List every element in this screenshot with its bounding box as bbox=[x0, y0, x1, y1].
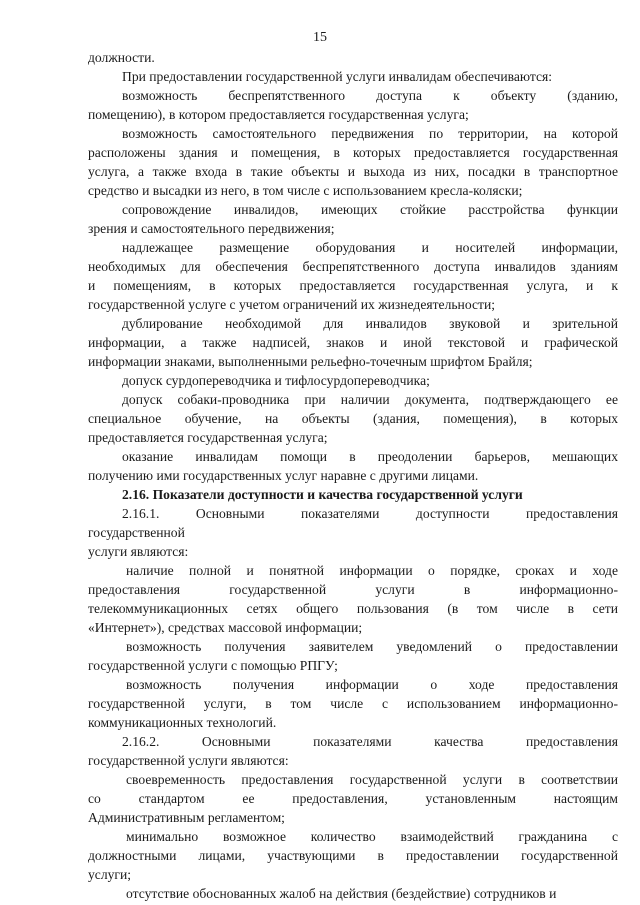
text-line: помещению), в котором предоставляется государственная услуга; bbox=[88, 107, 469, 122]
text-line: государственной услуге с учетом ограничений их жизнедеятельности; bbox=[88, 297, 495, 312]
text-line: и помещениям, в которых предоставляется государственная услуга, и к bbox=[88, 278, 618, 293]
text-line: получению ими государственных услуг наравне с другими лицами. bbox=[88, 468, 479, 483]
text-line: услуги; bbox=[88, 867, 132, 882]
text-line: специальное обучение, на объекты (здания, помещения), в которых bbox=[88, 411, 618, 426]
text-line: возможность самостоятельного передвижения по территории, на которой bbox=[122, 126, 618, 141]
text-line: возможность получения заявителем уведомлений о предоставлении bbox=[126, 639, 618, 654]
text-line: должности. bbox=[88, 50, 155, 65]
text-line: коммуникационных технологий. bbox=[88, 715, 277, 730]
text-line: возможность получения информации о ходе предоставления bbox=[126, 677, 618, 692]
text-line: надлежащее размещение оборудования и носителей информации, bbox=[122, 240, 618, 255]
text-line: допуск сурдопереводчика и тифлосурдопереводчика; bbox=[122, 373, 430, 388]
text-line: Административным регламентом; bbox=[88, 810, 285, 825]
text-line: минимально возможное количество взаимодействий гражданина с bbox=[126, 829, 618, 844]
document-body bbox=[88, 48, 618, 903]
text-line: государственной услуги являются: bbox=[88, 753, 289, 768]
text-line: со стандартом ее предоставления, установленным настоящим bbox=[88, 791, 618, 806]
text-line: услуга, а также входа в такие объекты и выхода из них, посадки в транспортное bbox=[88, 164, 618, 179]
text-line: предоставляется государственная услуга; bbox=[88, 430, 328, 445]
text-line: информации, а также надписей, знаков и иной текстовой и графической bbox=[88, 335, 618, 350]
section-heading: 2.16. Показатели доступности и качества государственной услуги bbox=[122, 487, 523, 502]
text-line: 2.16.2. Основными показателями качества предоставления bbox=[122, 734, 618, 749]
text-line: сопровождение инвалидов, имеющих стойкие расстройства функции bbox=[122, 202, 618, 217]
text-line: оказание инвалидам помощи в преодолении барьеров, мешающих bbox=[122, 449, 618, 464]
text-line: зрения и самостоятельного передвижения; bbox=[88, 221, 335, 236]
text-line: информации знаками, выполненными рельефно-точечным шрифтом Брайля; bbox=[88, 354, 533, 369]
page-number: 15 bbox=[313, 30, 327, 45]
text-line: средство и высадки из него, в том числе с использованием кресла-коляски; bbox=[88, 183, 523, 198]
text-line: возможность беспрепятственного доступа к объекту (зданию, bbox=[122, 88, 618, 103]
text-line: государственной bbox=[88, 525, 185, 540]
text-line: «Интернет»), средствах массовой информации; bbox=[88, 620, 363, 635]
text-line: государственной услуги, в том числе с использованием информационно- bbox=[88, 696, 618, 711]
text-line: государственной услуги с помощью РПГУ; bbox=[88, 658, 338, 673]
text-line: расположены здания и помещения, в которых предоставляется государственная bbox=[88, 145, 618, 160]
text-line: должностными лицами, участвующими в предоставлении государственной bbox=[88, 848, 618, 863]
text-line: предоставления государственной услуги в информационно- bbox=[88, 582, 618, 597]
text-line: наличие полной и понятной информации о порядке, сроках и ходе bbox=[126, 563, 618, 578]
text-line: услуги являются: bbox=[88, 544, 189, 559]
text-line: отсутствие обоснованных жалоб на действия (бездействие) сотрудников и bbox=[126, 886, 557, 901]
text-line: своевременность предоставления государственной услуги в соответствии bbox=[126, 772, 618, 787]
text-line: телекоммуникационных сетях общего пользования (в том числе в сети bbox=[88, 601, 618, 616]
text-line: При предоставлении государственной услуги инвалидам обеспечиваются: bbox=[122, 69, 553, 84]
text-line: 2.16.1. Основными показателями доступности предоставления bbox=[122, 506, 618, 521]
text-line: необходимых для обеспечения беспрепятственного доступа инвалидов зданиям bbox=[88, 259, 618, 274]
text-line: допуск собаки-проводника при наличии документа, подтверждающего ее bbox=[122, 392, 618, 407]
text-line: дублирование необходимой для инвалидов звуковой и зрительной bbox=[122, 316, 618, 331]
